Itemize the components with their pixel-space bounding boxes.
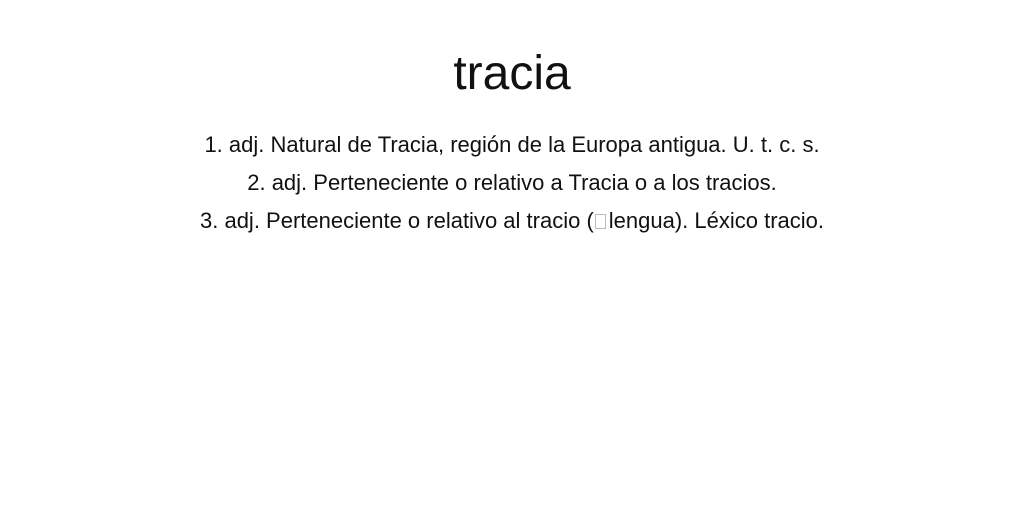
sense-list: [0, 126, 1024, 240]
sense-3-text-before: 3. adj. Perteneciente o relativo al tracio (: [200, 208, 594, 233]
sense-2: 2. adj. Perteneciente o relativo a Tracia o a los tracios.: [247, 170, 777, 195]
dictionary-entry: [0, 44, 1024, 240]
sense-3-text-after: lengua). Léxico tracio.: [608, 208, 824, 233]
sense-3: [0, 202, 1024, 240]
missing-glyph-icon: [595, 214, 606, 229]
headword: tracia: [453, 47, 571, 100]
sense-1: 1. adj. Natural de Tracia, región de la Europa antigua. U. t. c. s.: [204, 132, 820, 157]
